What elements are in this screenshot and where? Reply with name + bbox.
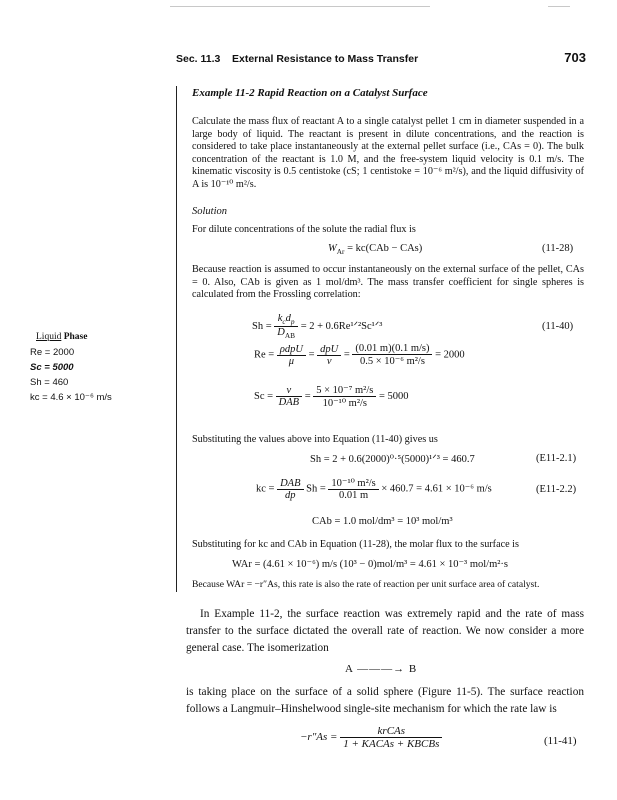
war-equation: WAr = (4.61 × 10⁻⁶) m/s (10³ − 0)mol/m³ = 4.61 × 10⁻³ mol/m²·s [232, 559, 508, 570]
page-number: 703 [564, 50, 586, 65]
re-result: = 2000 [435, 349, 465, 361]
page-header [176, 52, 586, 68]
sidebar-re: Re = 2000 [30, 347, 75, 358]
eq-11-28-rhs: = kc(CAb − CAs) [347, 243, 423, 254]
reynolds-equation: Re = $\frac{\text{ρdpU}}{\mu}$ = $\frac{\text{dpU}}{\nu}$ = $\frac{(0.01 m)(0.1 m/s)}{\text{0.5 × 10⁻⁶ m²/s}}$ = 2000 [254, 343, 465, 367]
eq-11-41-frac: $\frac{\text{krCAs}}{\text{1 + KACAs + KBCBs}}$ [340, 725, 442, 750]
sherwood-result-equation: Sh = 2 + 0.6(2000)⁰·⁵(5000)¹ᐟ³ = 460.7 [310, 454, 475, 465]
sidebar-title-phase: Phase [63, 332, 88, 342]
example-margin-rule [176, 86, 177, 592]
eq-11-41-lhs: −r″As = [300, 731, 338, 744]
kc-frac-2: $\frac{\text{10⁻¹⁰ m²/s}}{0.01 m}$ [328, 477, 378, 501]
sc-result: = 5000 [378, 390, 409, 402]
problem-statement: Calculate the mass flux of reactant A to a single catalyst pellet 1 cm in diameter suspended in a large body of liquid. The reactant is present in dilute concentrations, and the reaction is considered to take place instantaneously at the external pellet surface (i.e., CAs = 0). The bulk concentration of the reactant is 1.0 M, and the free-system liquid velocity is 0.1 m/s. The kinematic viscosity is 0.5 centistoke (cS; 1 centistoke = 10⁻⁶ m²/s), and the liquid diffusivity of A is 10⁻¹⁰ m²/s. [192, 116, 584, 190]
substituting-text: Substituting the values above into Equation (11-40) gives us [192, 434, 438, 445]
top-rule-right [548, 6, 570, 7]
isomerization-reaction: A ———→ B [345, 663, 418, 675]
re-frac-2: $\frac{\text{dpU}}{\nu}$ [317, 344, 341, 367]
sh-fraction: $\frac{k_cd_p}{D_{AB}}$ [274, 313, 298, 340]
top-rule [170, 6, 430, 7]
kc-lhs: kc = [256, 483, 275, 495]
cab-equation: CAb = 1.0 mol/dm³ = 10³ mol/m³ [312, 516, 453, 527]
eq-11-40-number: (11-40) [542, 321, 574, 332]
sidebar-sh: Sh = 460 [30, 377, 69, 388]
eq-11-41-number: (11-41) [544, 735, 577, 747]
equation-11-40 [252, 313, 382, 340]
re-frac-1: $\frac{\text{ρdpU}}{\mu}$ [277, 344, 306, 367]
example-title: Example 11-2 Rapid Reaction on a Catalyst Surface [192, 87, 428, 99]
sc-lhs: Sc = [254, 390, 274, 402]
solution-intro: For dilute concentrations of the solute the radial flux is [192, 224, 416, 235]
section-number: Sec. 11.3 [176, 53, 221, 65]
eq-11-28-lhs: $W_{Ar}$ [328, 243, 345, 257]
body-paragraph-1: In Example 11-2, the surface reaction was extremely rapid and the rate of mass transfer to the surface dictated the overall rate of reaction. We now consider a more general case. The isomerization [186, 608, 584, 654]
re-frac-3: $\frac{(0.01 m)(0.1 m/s)}{\text{0.5 × 10⁻⁶ m²/s}}$ [352, 343, 432, 367]
schmidt-equation: Sc = $\frac{\nu}{\text{DAB}}$ = $\frac{\text{5 × 10⁻⁷ m²/s}}{\text{10⁻¹⁰ m²/s}}$ = 5000 [254, 385, 409, 409]
sherwood-eq-number: (E11-2.1) [536, 453, 577, 464]
body-paragraph-2: is taking place on the surface of a solid sphere (Figure 11-5). The surface reaction follows a Langmuir–Hinshelwood single-site mechanism for which the rate law is [186, 686, 584, 715]
eq-11-40-lhs: Sh = [252, 321, 272, 332]
re-lhs: Re = [254, 349, 275, 361]
reaction-paragraph: Because reaction is assumed to occur instantaneously on the external surface of the pellet, CAs = 0. Also, CAb is given as 1 mol/dm³. The mass transfer coefficient for single spheres is calculated from the Frossling correlation: [192, 264, 584, 301]
kc-equation [256, 477, 492, 501]
equation-11-28 [328, 243, 422, 256]
sidebar-title-liquid: Liquid [36, 332, 62, 342]
because-text: Because WAr = −r″As, this rate is also the rate of reaction per unit surface area of catalyst. [192, 579, 540, 590]
molar-flux-text: Substituting for kc and CAb in Equation (11-28), the molar flux to the surface is [192, 539, 519, 550]
eq-11-40-rhs: = 2 + 0.6Re¹ᐟ²Sc¹ᐟ³ [300, 321, 383, 332]
eq-11-28-number: (11-28) [542, 243, 574, 254]
sidebar-sc: Sc = 5000 [30, 362, 74, 373]
sidebar-kc: kc = 4.6 × 10⁻⁶ m/s [30, 392, 112, 403]
sidebar-title [36, 332, 87, 342]
kc-mid: Sh = [306, 483, 326, 495]
kc-result: × 460.7 = 4.61 × 10⁻⁶ m/s [381, 483, 492, 495]
sc-frac-2: $\frac{\text{5 × 10⁻⁷ m²/s}}{\text{10⁻¹⁰ m²/s}}$ [313, 384, 376, 409]
kc-eq-number: (E11-2.2) [536, 484, 577, 495]
equation-11-41 [300, 725, 442, 750]
sc-frac-1: $\frac{\nu}{\text{DAB}}$ [276, 385, 302, 408]
section-title: External Resistance to Mass Transfer [232, 53, 419, 65]
solution-label: Solution [192, 206, 228, 217]
kc-frac-1: $\frac{\text{DAB}}{dp}$ [277, 478, 303, 501]
